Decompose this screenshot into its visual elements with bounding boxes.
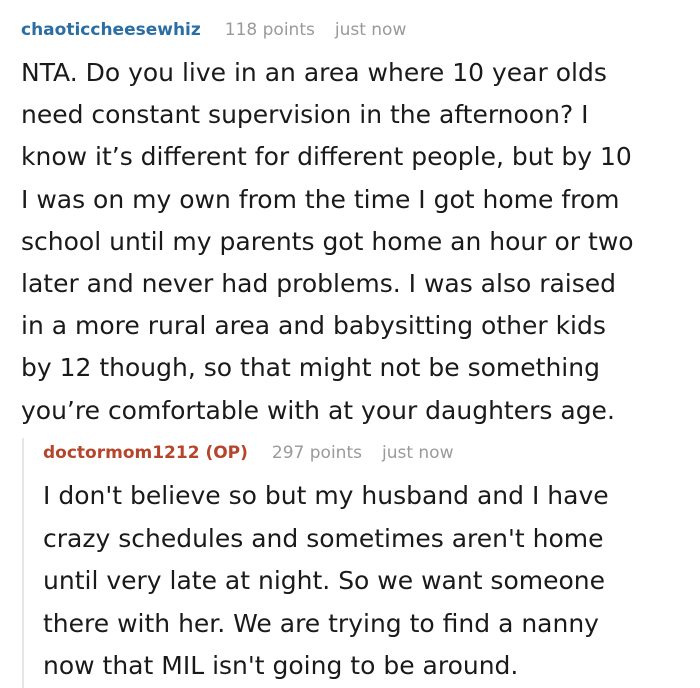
comment-author-link[interactable]: doctormom1212 (OP) [43,443,248,463]
comment-text-line: need constant supervision in the afternoon? I [21,100,589,130]
comment-meta [43,441,693,465]
comment-text-line: you’re comfortable with at your daughters age. [21,395,615,425]
reply-thread-line[interactable] [22,438,24,688]
comment-body [43,475,693,688]
comment-text-line: I was on my own from the time I got home from [21,184,620,214]
comment-text-line: there with her. We are trying to find a nanny [43,608,599,638]
comment-text-line: later and never had problems. I was also raised [21,269,617,299]
comment-points: 118 points [224,20,315,40]
comment-top-level [21,18,696,432]
comment-text-line: I don't believe so but my husband and I have [43,481,609,510]
comment-text-line: now that MIL isn't going to be around. [43,651,519,680]
comment-points: 297 points [271,443,362,463]
comment-reply [43,441,693,688]
comment-timestamp[interactable]: just now [381,443,454,463]
comment-text-line: until very late at night. So we want someone [43,566,606,595]
comment-text-line: school until my parents got home an hour or two [21,226,634,256]
comment-text-line: by 12 though, so that might not be something [21,353,600,383]
comment-text-line: NTA. Do you live in an area where 10 year olds [21,58,607,87]
comment-text-line: know it’s different for different people, but by 10 [21,142,632,172]
comment-timestamp[interactable]: just now [334,20,407,40]
comment-meta [21,18,696,42]
comment-author-link[interactable]: chaoticcheesewhiz [21,20,201,40]
comment-text-line: crazy schedules and sometimes aren't home [43,523,604,553]
comment-text-line: in a more rural area and babysitting other kids [21,311,606,341]
comment-body [21,52,696,432]
